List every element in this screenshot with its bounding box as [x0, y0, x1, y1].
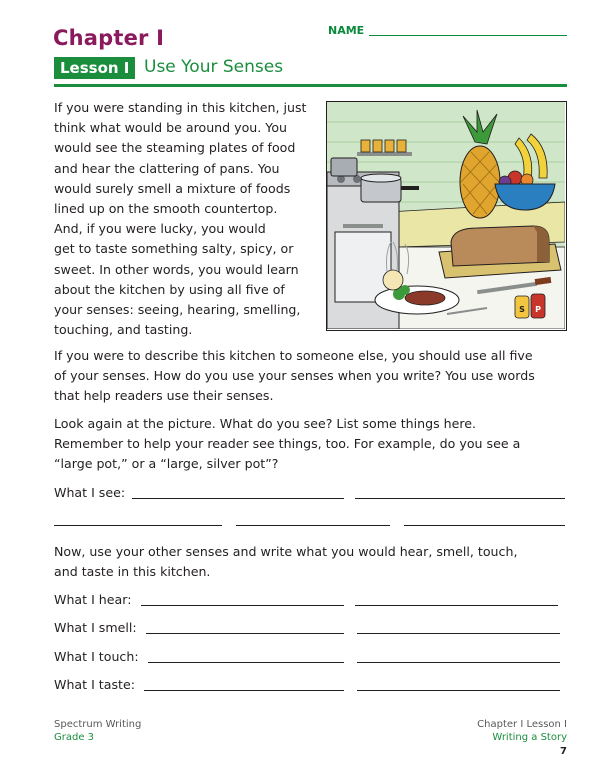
intro-line: If you were standing in this kitchen, just [54, 100, 307, 115]
intro-line: would see the steaming plates of food [54, 140, 296, 156]
prompt-touch-label: What I touch: [54, 649, 139, 664]
see-answer-line-1[interactable] [132, 498, 344, 499]
touch-answer-line-1[interactable] [148, 662, 344, 663]
see-answer-line-3[interactable] [54, 525, 222, 526]
paragraph-line: If you were to describe this kitchen to someone else, you should use all five [54, 348, 533, 363]
name-label: NAME [328, 24, 365, 37]
prompt-see-label: What I see: [54, 485, 126, 500]
lesson-title: Use Your Senses [144, 57, 284, 77]
intro-line: touching, and tasting. [54, 322, 193, 338]
prompt-smell-label: What I smell: [54, 620, 137, 635]
page-number: 7 [560, 746, 567, 757]
taste-answer-line-1[interactable] [144, 690, 344, 691]
paragraph-line: Remember to help your reader see things, too. For example, do you see a [54, 436, 521, 451]
intro-line: sweet. In other words, you would learn [54, 261, 299, 277]
smell-answer-line-1[interactable] [146, 633, 344, 634]
hear-answer-line-1[interactable] [141, 605, 344, 606]
intro-line: lined up on the smooth countertop. [54, 201, 278, 217]
kitchen-scene [327, 102, 565, 329]
paragraph-line: Look again at the picture. What do you see? List some things here. [54, 416, 477, 431]
see-answer-line-2[interactable] [355, 498, 565, 499]
intro-line: would surely smell a mixture of foods [54, 180, 291, 196]
salt-label: S [519, 305, 525, 314]
hear-answer-line-2[interactable] [355, 605, 558, 606]
see-answer-line-5[interactable] [404, 525, 565, 526]
intro-line: get to taste something salty, spicy, or [54, 241, 294, 257]
describe-paragraph [54, 346, 574, 406]
shelf [357, 152, 412, 156]
intro-line: and hear the clattering of pans. You [54, 160, 280, 176]
intro-paragraph [54, 98, 320, 340]
intro-line: And, if you were lucky, you would [54, 221, 266, 237]
smell-answer-line-2[interactable] [357, 633, 560, 634]
taste-answer-line-2[interactable] [357, 690, 560, 691]
paragraph-line: and taste in this kitchen. [54, 564, 211, 579]
intro-line: think what would be around you. You [54, 120, 288, 136]
paragraph-line: of your senses. How do you use your senses when you write? You use words [54, 368, 535, 383]
other-senses-paragraph [54, 542, 574, 582]
touch-answer-line-2[interactable] [357, 662, 560, 663]
kitchen-illustration [326, 101, 567, 331]
prompt-hear-label: What I hear: [54, 592, 132, 607]
pepper-label: P [535, 305, 541, 314]
header-rule [54, 84, 567, 87]
paragraph-line: that help readers use their senses. [54, 388, 274, 403]
prompt-taste-label: What I taste: [54, 677, 135, 692]
name-field[interactable] [369, 35, 567, 36]
chapter-heading: Chapter I [53, 26, 165, 50]
footer-section: Writing a Story [492, 732, 567, 743]
paragraph-line: Now, use your other senses and write what you would hear, smell, touch, [54, 544, 518, 559]
intro-line: your senses: seeing, hearing, smelling, [54, 302, 301, 318]
see-answer-line-4[interactable] [236, 525, 390, 526]
footer-chapter-lesson: Chapter I Lesson I [477, 719, 567, 730]
look-again-paragraph [54, 414, 574, 474]
intro-line: about the kitchen by using all five of [54, 281, 285, 297]
paragraph-line: “large pot,” or a “large, silver pot”? [54, 456, 279, 471]
lesson-badge: Lesson I [54, 57, 135, 79]
footer-grade: Grade 3 [54, 732, 95, 743]
footer-book-title: Spectrum Writing [54, 719, 142, 730]
